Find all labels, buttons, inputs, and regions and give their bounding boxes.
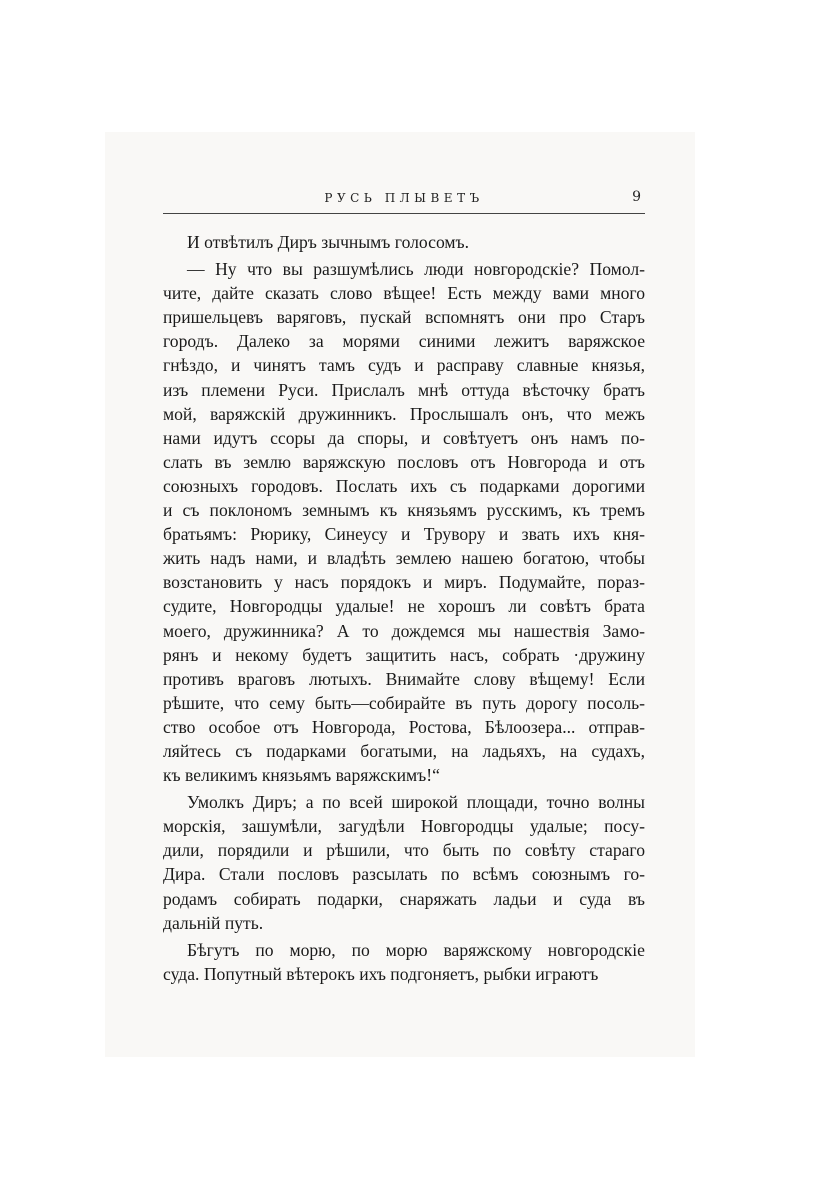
text-line: нами идутъ ссоры да споры, и совѣтуетъ онъ намъ по- xyxy=(163,427,645,448)
page-number: 9 xyxy=(632,189,641,205)
text-line: Дира. Стали пословъ разсылать по всѣмъ союзнымъ го- xyxy=(163,864,645,885)
text-line: родамъ собирать подарки, снаряжать ладьи и суда въ xyxy=(163,888,645,909)
paragraph xyxy=(163,790,645,935)
text-line: противъ враговъ лютыхъ. Внимайте слову вѣщему! Если xyxy=(163,668,645,689)
text-line: Бѣгутъ по морю, по морю варяжскому новгородскіе xyxy=(187,939,645,960)
text-line: мой, варяжскій дружинникъ. Прослышалъ онъ, что межъ xyxy=(163,403,645,424)
text-line: изъ племени Руси. Прислалъ мнѣ оттуда вѣсточку братъ xyxy=(163,379,645,400)
header-rule xyxy=(163,213,645,214)
text-line: Умолкъ Диръ; а по всей широкой площади, точно волны xyxy=(187,792,645,813)
text-line: суда. Попутный вѣтерокъ ихъ подгоняетъ, рыбки играютъ xyxy=(163,963,599,984)
text-line: ляйтесь съ подарками богатыми, на ладьяхъ, на судахъ, xyxy=(163,740,645,761)
text-line: гнѣздо, и чинятъ тамъ судъ и расправу славные князья, xyxy=(163,355,645,376)
text-line: ство особое отъ Новгорода, Ростова, Бѣлоозера... отправ- xyxy=(163,716,645,737)
text-line: чите, дайте сказать слово вѣщее! Есть между вами много xyxy=(163,283,645,304)
text-line: городъ. Далеко за морями синими лежитъ варяжское xyxy=(163,331,645,352)
text-line: дальній путь. xyxy=(163,912,264,933)
text-line: слать въ землю варяжскую пословъ отъ Новгорода и отъ xyxy=(163,451,645,472)
body-text xyxy=(163,230,645,986)
text-line: И отвѣтилъ Диръ зычнымъ голосомъ. xyxy=(187,232,470,252)
running-title: РУСЬ ПЛЫВЕТЪ xyxy=(324,191,484,205)
text-line: союзныхъ городовъ. Послать ихъ съ подарками дорогими xyxy=(163,475,645,496)
text-line: и съ поклономъ земнымъ къ князьямъ русскимъ, къ тремъ xyxy=(163,500,645,521)
text-line: возстановить у насъ порядокъ и миръ. Подумайте, пораз- xyxy=(163,572,645,593)
text-line: къ великимъ князьямъ варяжскимъ!“ xyxy=(163,765,440,786)
text-line: братьямъ: Рюрику, Синеусу и Трувору и звать ихъ кня- xyxy=(163,524,645,545)
text-line: жить надъ нами, и владѣть землею нашею богатою, чтобы xyxy=(163,548,645,569)
text-line: пришельцевъ варяговъ, пускай вспомнятъ они про Старъ xyxy=(163,307,645,328)
text-line: морскія, зашумѣли, загудѣли Новгородцы удалые; посу- xyxy=(163,816,645,837)
text-line: судите, Новгородцы удалые! не хорошъ ли совѣтъ брата xyxy=(163,596,645,617)
text-line: дили, порядили и рѣшили, что быть по совѣту стараго xyxy=(163,840,645,861)
running-header xyxy=(163,191,645,215)
text-line: рянъ и некому будетъ защитить насъ, собрать ·дружину xyxy=(163,644,645,665)
text-line: моего, дружинника? А то дождемся мы нашествія Замо- xyxy=(163,620,645,641)
text-line: — Ну что вы разшумѣлись люди новгородскіе? Помол- xyxy=(187,259,645,280)
paragraph xyxy=(163,257,645,787)
paragraph xyxy=(163,938,645,986)
paragraph xyxy=(163,230,645,254)
text-line: рѣшите, что сему быть—собирайте въ путь дорогу посоль- xyxy=(163,692,645,713)
